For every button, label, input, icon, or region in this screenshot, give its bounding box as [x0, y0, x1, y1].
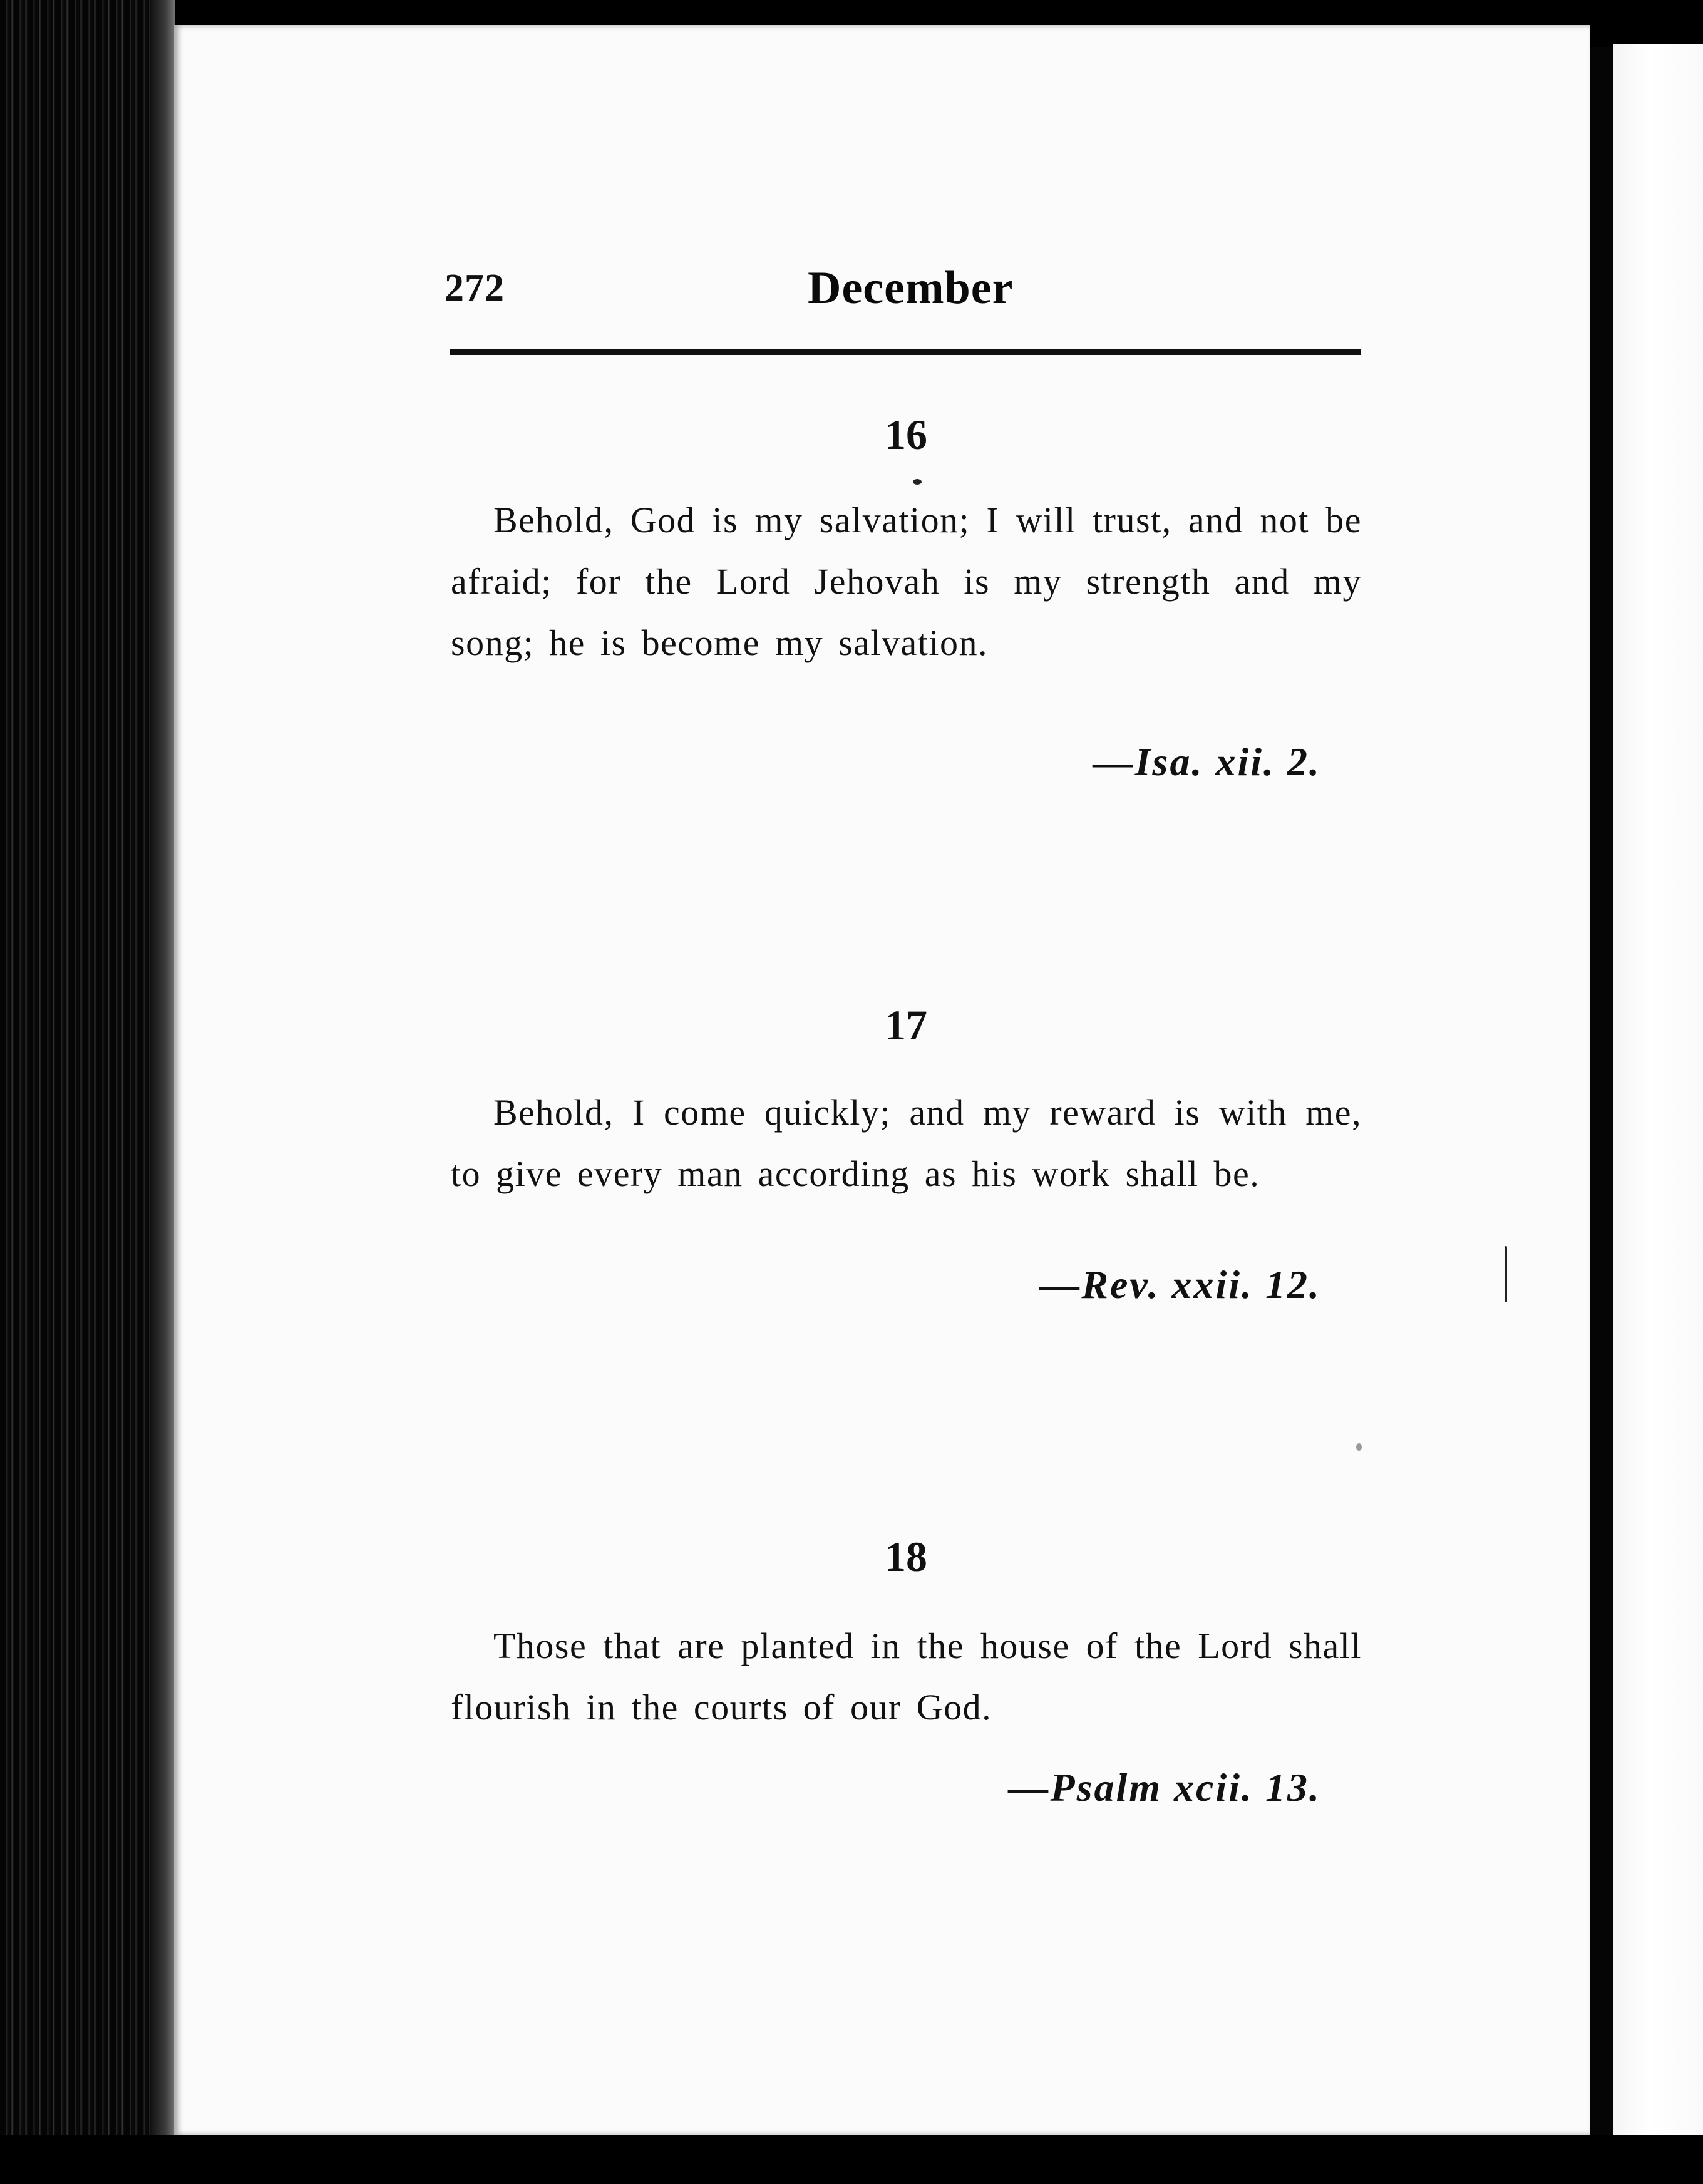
header-rule — [450, 349, 1361, 355]
book-gutter — [1590, 47, 1613, 2151]
verse-text — [451, 1082, 1362, 1205]
verse-citation: —Psalm xcii. 13. — [1008, 1765, 1321, 1810]
verse-citation: —Rev. xxii. 12. — [1039, 1262, 1321, 1307]
citation-row — [451, 1764, 1321, 1821]
day-number: 16 — [885, 411, 927, 458]
scan-bottom-border — [0, 2135, 1703, 2184]
verse-text-content: Behold, God is my salvation; I will trust, and not be afraid; for the Lord Jehovah is my strength and my song; he is become my salvation. — [451, 500, 1362, 663]
verse-text — [451, 490, 1362, 674]
scan-mark — [1505, 1246, 1507, 1302]
verse-text — [451, 1615, 1362, 1738]
ink-speck — [913, 479, 922, 485]
day-number: 18 — [885, 1533, 927, 1580]
running-head: December — [808, 262, 1014, 314]
day-number: 17 — [885, 1001, 927, 1049]
page-number: 272 — [445, 267, 505, 309]
citation-row — [451, 1262, 1321, 1318]
facing-page-edge — [1613, 44, 1703, 2148]
verse-text-content: Behold, I come quickly; and my reward is with me, to give every man according as his work shall be. — [451, 1092, 1362, 1194]
verse-citation: —Isa. xii. 2. — [1093, 739, 1321, 784]
citation-row — [451, 739, 1321, 795]
book-page-edges — [0, 0, 175, 2184]
ink-speck — [1356, 1443, 1362, 1451]
verse-text-content: Those that are planted in the house of the Lord shall flourish in the courts of our God. — [451, 1625, 1362, 1728]
